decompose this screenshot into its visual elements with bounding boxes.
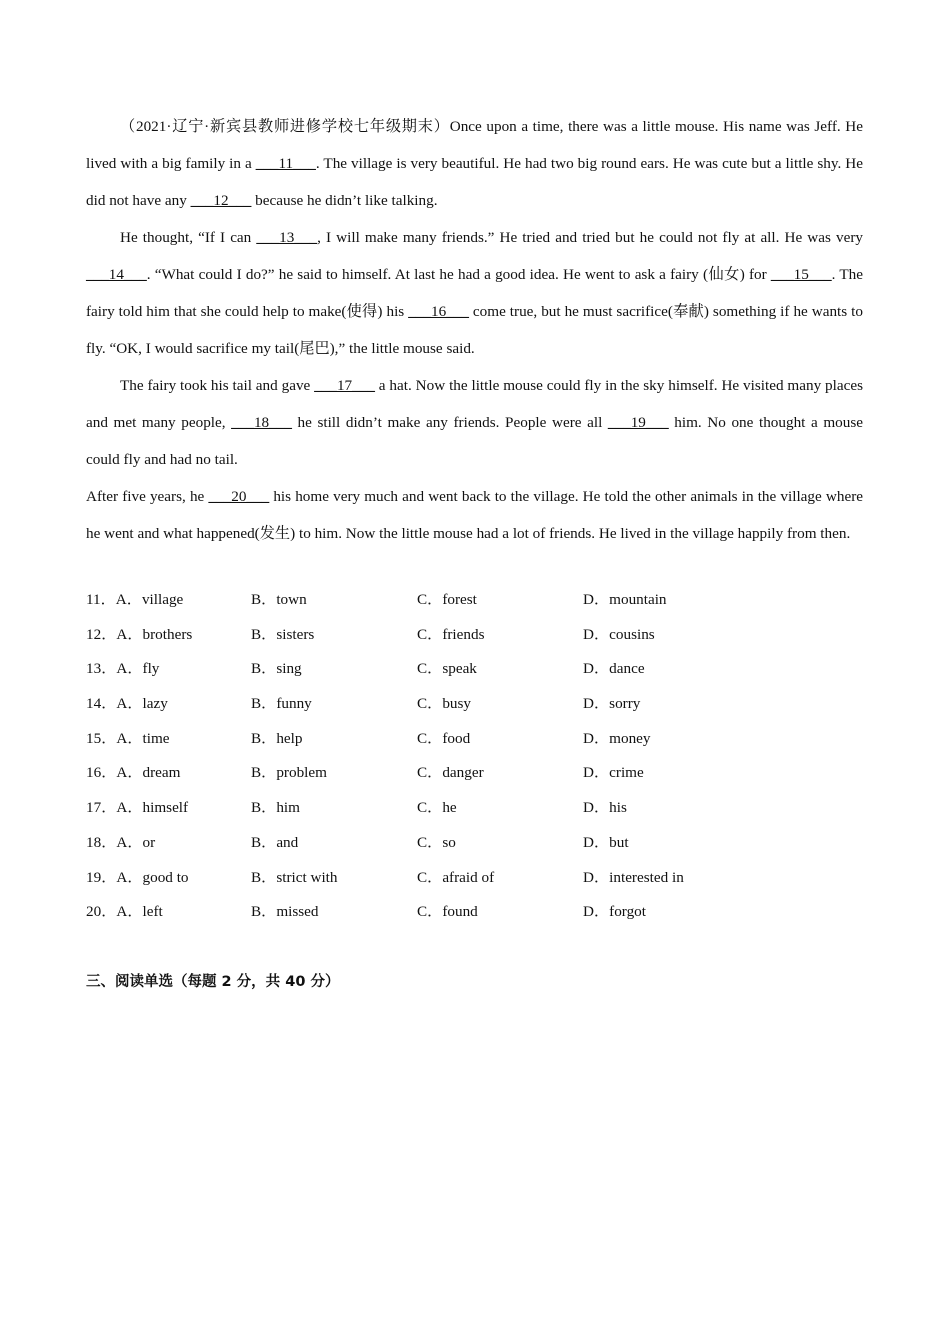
option-a: 19．A．good to — [86, 868, 189, 886]
option-row — [86, 618, 863, 653]
option-a: 13．A．fly — [86, 660, 160, 678]
option-a: 20．A．left — [86, 903, 163, 921]
option-a: 12．A．brothers — [86, 625, 193, 643]
option-row — [86, 687, 863, 722]
option-d: D．money — [583, 729, 651, 747]
blank-16: ___16___ — [408, 303, 469, 320]
option-c: C．afraid of — [417, 868, 495, 886]
option-c: C．busy — [417, 695, 472, 713]
option-a: 17．A．himself — [86, 799, 189, 817]
option-d: D．sorry — [583, 695, 641, 713]
option-a: 18．A．or — [86, 833, 156, 851]
option-a: 15．A．time — [86, 729, 170, 747]
option-row — [86, 583, 863, 618]
option-b: B．sing — [251, 660, 302, 678]
section-heading: 三、阅读单选（每题 2 分，共 40 分） — [86, 974, 340, 990]
option-d: D．forgot — [583, 903, 646, 921]
paragraph-4: After five years, he ___20___ his home very much and went back to the village. He told the other animals in the village where he went and what happened(发生) to him. Now the little mouse had a lot of friends. He lived in the village happily from then. — [86, 488, 863, 542]
option-row — [86, 895, 863, 930]
option-c: C．forest — [417, 591, 477, 608]
blank-18: ___18___ — [231, 414, 292, 431]
option-row — [86, 826, 863, 861]
blank-13: ___13___ — [256, 229, 318, 246]
option-c: C．danger — [417, 764, 484, 782]
option-b: B．town — [251, 591, 307, 608]
option-b: B．him — [251, 799, 300, 817]
option-row — [86, 722, 863, 757]
option-row — [86, 861, 863, 896]
paragraph-2: He thought, “If I can ___13___, I will make many friends.” He tried and tried but he could not fly at all. He was very ___14___. “What could I do?” he said to himself. At last he had a good idea. He went to ask a fairy (仙女) for ___15___. The fairy told him that she could help to make(使得) his ___16___ come true, but he must sacrifice(奉献) something if he wants to fly. “OK, I would sacrifice my tail(尾巴),” the little mouse said. — [86, 229, 864, 357]
option-row — [86, 791, 863, 826]
answer-options — [86, 583, 863, 930]
option-d: D．crime — [583, 764, 644, 782]
paragraph-1: （2021·辽宁·新宾县教师进修学校七年级期末）Once upon a time, there was a little mouse. His name was Jeff. He lived with a big family in a ___11___. The village is very beautiful. He had two big round ears. He was cute but a little shy. He did not have any ___12___ because he didn’t like talking. — [86, 118, 863, 209]
option-c: C．so — [417, 833, 456, 851]
option-b: B．missed — [251, 903, 319, 921]
option-d: D．interested in — [583, 868, 684, 886]
blank-17: ___17___ — [314, 377, 375, 394]
option-d: D．his — [583, 799, 627, 817]
cloze-passage — [86, 108, 863, 552]
blank-15: ___15___ — [770, 266, 832, 283]
blank-14: ___14___ — [86, 266, 147, 283]
option-a: 16．A．dream — [86, 764, 181, 782]
blank-11: ___11___ — [255, 155, 316, 172]
option-a: 14．A．lazy — [86, 695, 168, 713]
option-c: C．food — [417, 729, 471, 747]
option-d: D．dance — [583, 660, 645, 678]
blank-12: ___12___ — [190, 192, 252, 209]
option-b: B．help — [251, 729, 303, 747]
paragraph-3: The fairy took his tail and gave ___17___ a hat. Now the little mouse could fly in the sky himself. He visited many places and met many people, ___18___ he still didn’t make any friends. People were all ___19___ him. No one thought a mouse could fly and had no tail. — [86, 377, 864, 468]
option-c: C．found — [417, 903, 478, 921]
option-c: C．he — [417, 799, 457, 817]
option-row — [86, 652, 863, 687]
option-row — [86, 756, 863, 791]
option-d: D．cousins — [583, 625, 655, 643]
blank-20: ___20___ — [208, 488, 270, 505]
option-d: D．but — [583, 833, 629, 851]
source-tag: （2021·辽宁·新宾县教师进修学校七年级期末） — [120, 118, 450, 135]
option-a: 11．A．village — [86, 591, 184, 608]
option-d: D．mountain — [583, 591, 667, 608]
option-b: B．funny — [251, 695, 312, 713]
option-b: B．strict with — [251, 868, 338, 886]
option-b: B．sisters — [251, 625, 315, 643]
option-c: C．friends — [417, 625, 485, 643]
blank-19: ___19___ — [607, 414, 669, 431]
option-b: B．and — [251, 833, 299, 851]
option-c: C．speak — [417, 660, 477, 678]
option-b: B．problem — [251, 764, 327, 782]
